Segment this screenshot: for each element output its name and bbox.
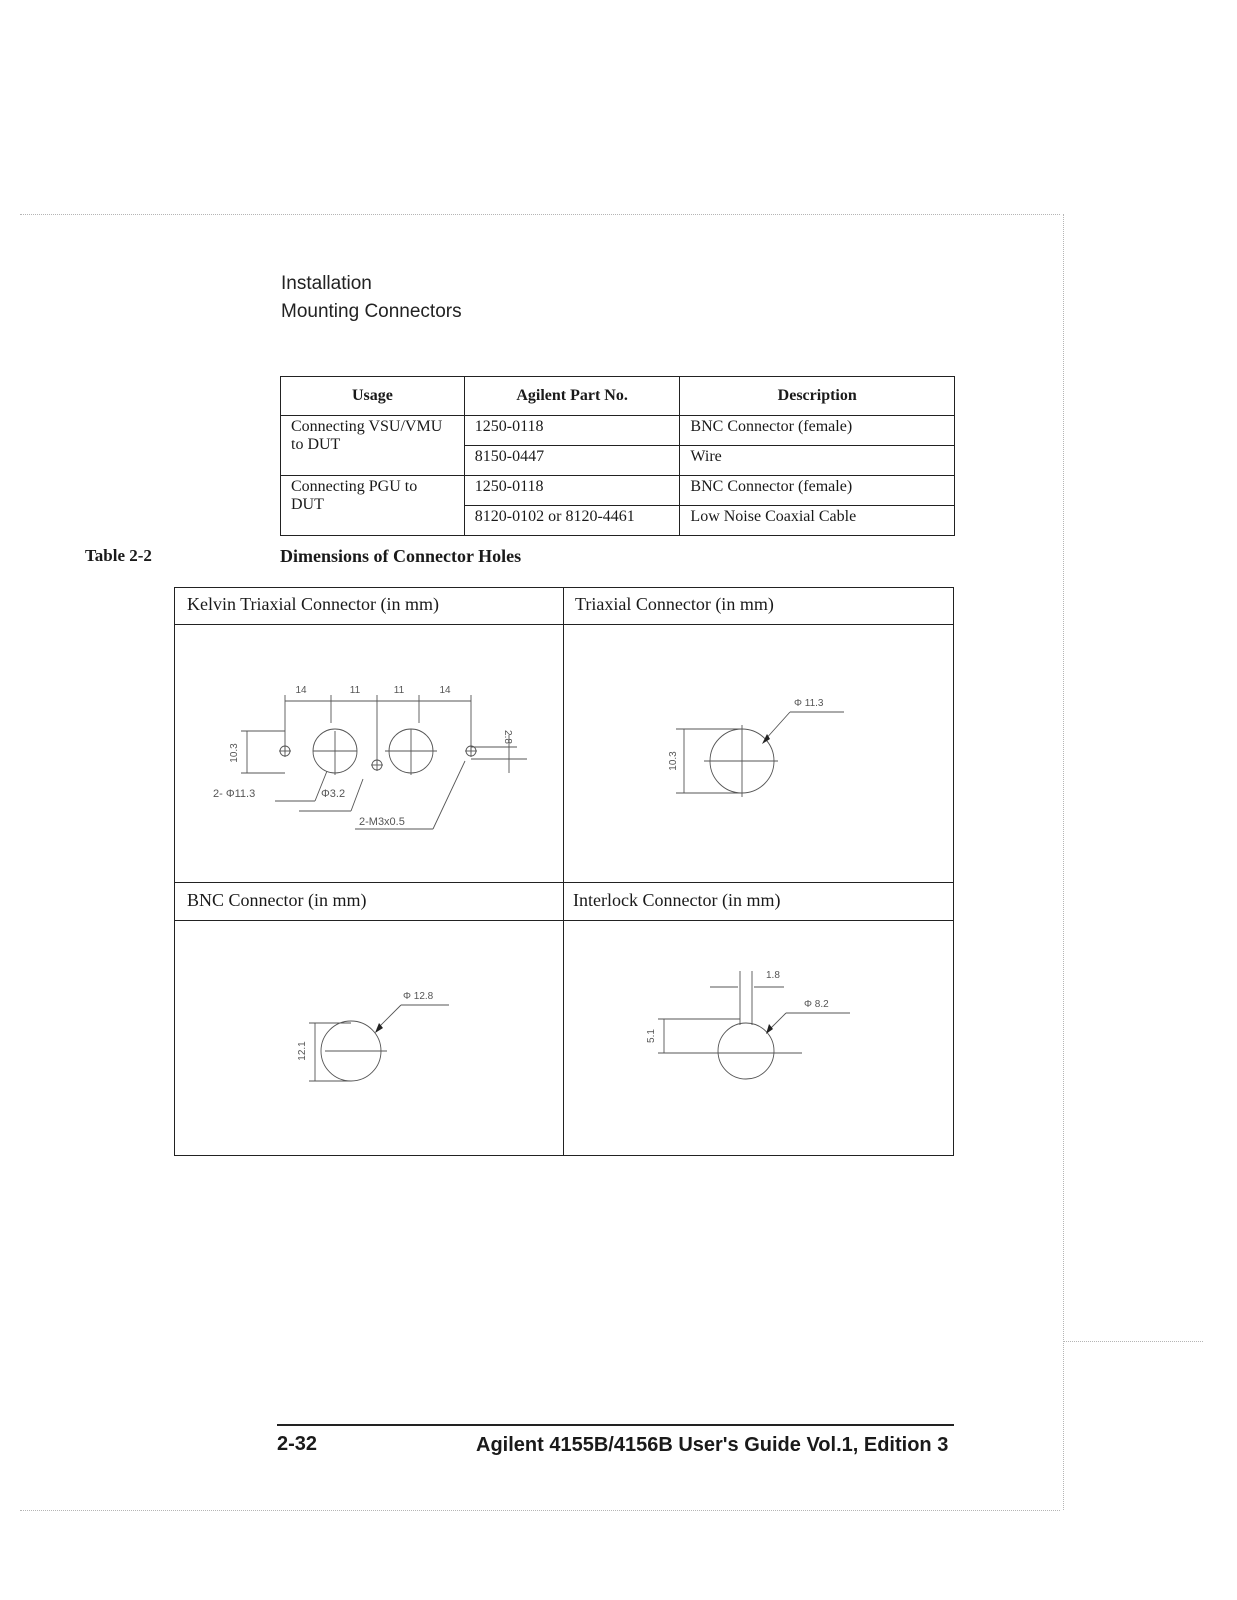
- description-cell: BNC Connector (female): [680, 476, 955, 506]
- triaxial-title: Triaxial Connector (in mm): [575, 594, 774, 614]
- interlock-dia-label: Φ 8.2: [804, 999, 829, 1010]
- kelvin-dia-label: 2- Φ11.3: [213, 788, 256, 800]
- kelvin-height-label: 10.3: [229, 743, 240, 763]
- interlock-diagram: [564, 921, 953, 1155]
- description-cell: BNC Connector (female): [680, 416, 955, 446]
- subsection-title: Mounting Connectors: [281, 301, 462, 322]
- dimensions-table: [174, 587, 954, 1156]
- kelvin-dim-2: 11: [349, 685, 361, 696]
- bnc-dia-label: Φ 12.8: [403, 991, 434, 1002]
- part-number-cell: 8120-0102 or 8120-4461: [464, 506, 680, 536]
- triaxial-dia-label: Φ 11.3: [794, 698, 824, 709]
- bnc-height-label: 12.1: [297, 1041, 308, 1061]
- description-cell: Wire: [680, 446, 955, 476]
- triaxial-height-label: 10.3: [668, 751, 679, 771]
- column-header: Description: [680, 377, 955, 416]
- part-number-cell: 8150-0447: [464, 446, 680, 476]
- kelvin-dim-1: 14: [295, 685, 307, 696]
- section-title: Installation: [281, 273, 372, 294]
- kelvin-dim-4: 14: [439, 685, 451, 696]
- usage-cell: Connecting VSU/VMU to DUT: [281, 416, 465, 476]
- kelvin-dim-3: 11: [393, 685, 405, 696]
- part-number-cell: 1250-0118: [464, 416, 680, 446]
- interlock-slot-label: 1.8: [766, 970, 780, 981]
- kelvin-small-label: 2.8: [502, 730, 513, 744]
- grid-divider: [175, 882, 953, 883]
- usage-cell: Connecting PGU to DUT: [281, 476, 465, 536]
- table-row: [281, 476, 955, 506]
- table-title: Dimensions of Connector Holes: [280, 546, 522, 566]
- interlock-height-label: 5.1: [646, 1029, 657, 1043]
- kelvin-diagram: [175, 625, 563, 882]
- guide-title: Agilent 4155B/4156B User's Guide Vol.1, Edition 3: [476, 1434, 949, 1456]
- scan-edge-bottom: [20, 1510, 1060, 1511]
- kelvin-screw-label: 2-M3x0.5: [359, 816, 405, 828]
- scan-edge-tab: [1063, 1341, 1203, 1342]
- scan-edge-right: [1063, 214, 1064, 1510]
- column-header: Agilent Part No.: [464, 377, 680, 416]
- interlock-title: Interlock Connector (in mm): [573, 890, 781, 910]
- page-number: 2-32: [277, 1433, 318, 1455]
- parts-table: [280, 376, 955, 536]
- triaxial-diagram: [564, 625, 953, 882]
- kelvin-title: Kelvin Triaxial Connector (in mm): [187, 594, 439, 614]
- description-cell: Low Noise Coaxial Cable: [680, 506, 955, 536]
- table-header-row: [281, 377, 955, 416]
- bnc-title: BNC Connector (in mm): [187, 890, 367, 910]
- part-number-cell: 1250-0118: [464, 476, 680, 506]
- table-number: Table 2-2: [85, 546, 152, 565]
- column-header: Usage: [281, 377, 465, 416]
- kelvin-hole-label: Φ3.2: [321, 788, 346, 800]
- table-row: [281, 416, 955, 446]
- footer-rule: [277, 1424, 954, 1426]
- scan-edge-top: [20, 214, 1060, 215]
- bnc-diagram: [175, 921, 563, 1155]
